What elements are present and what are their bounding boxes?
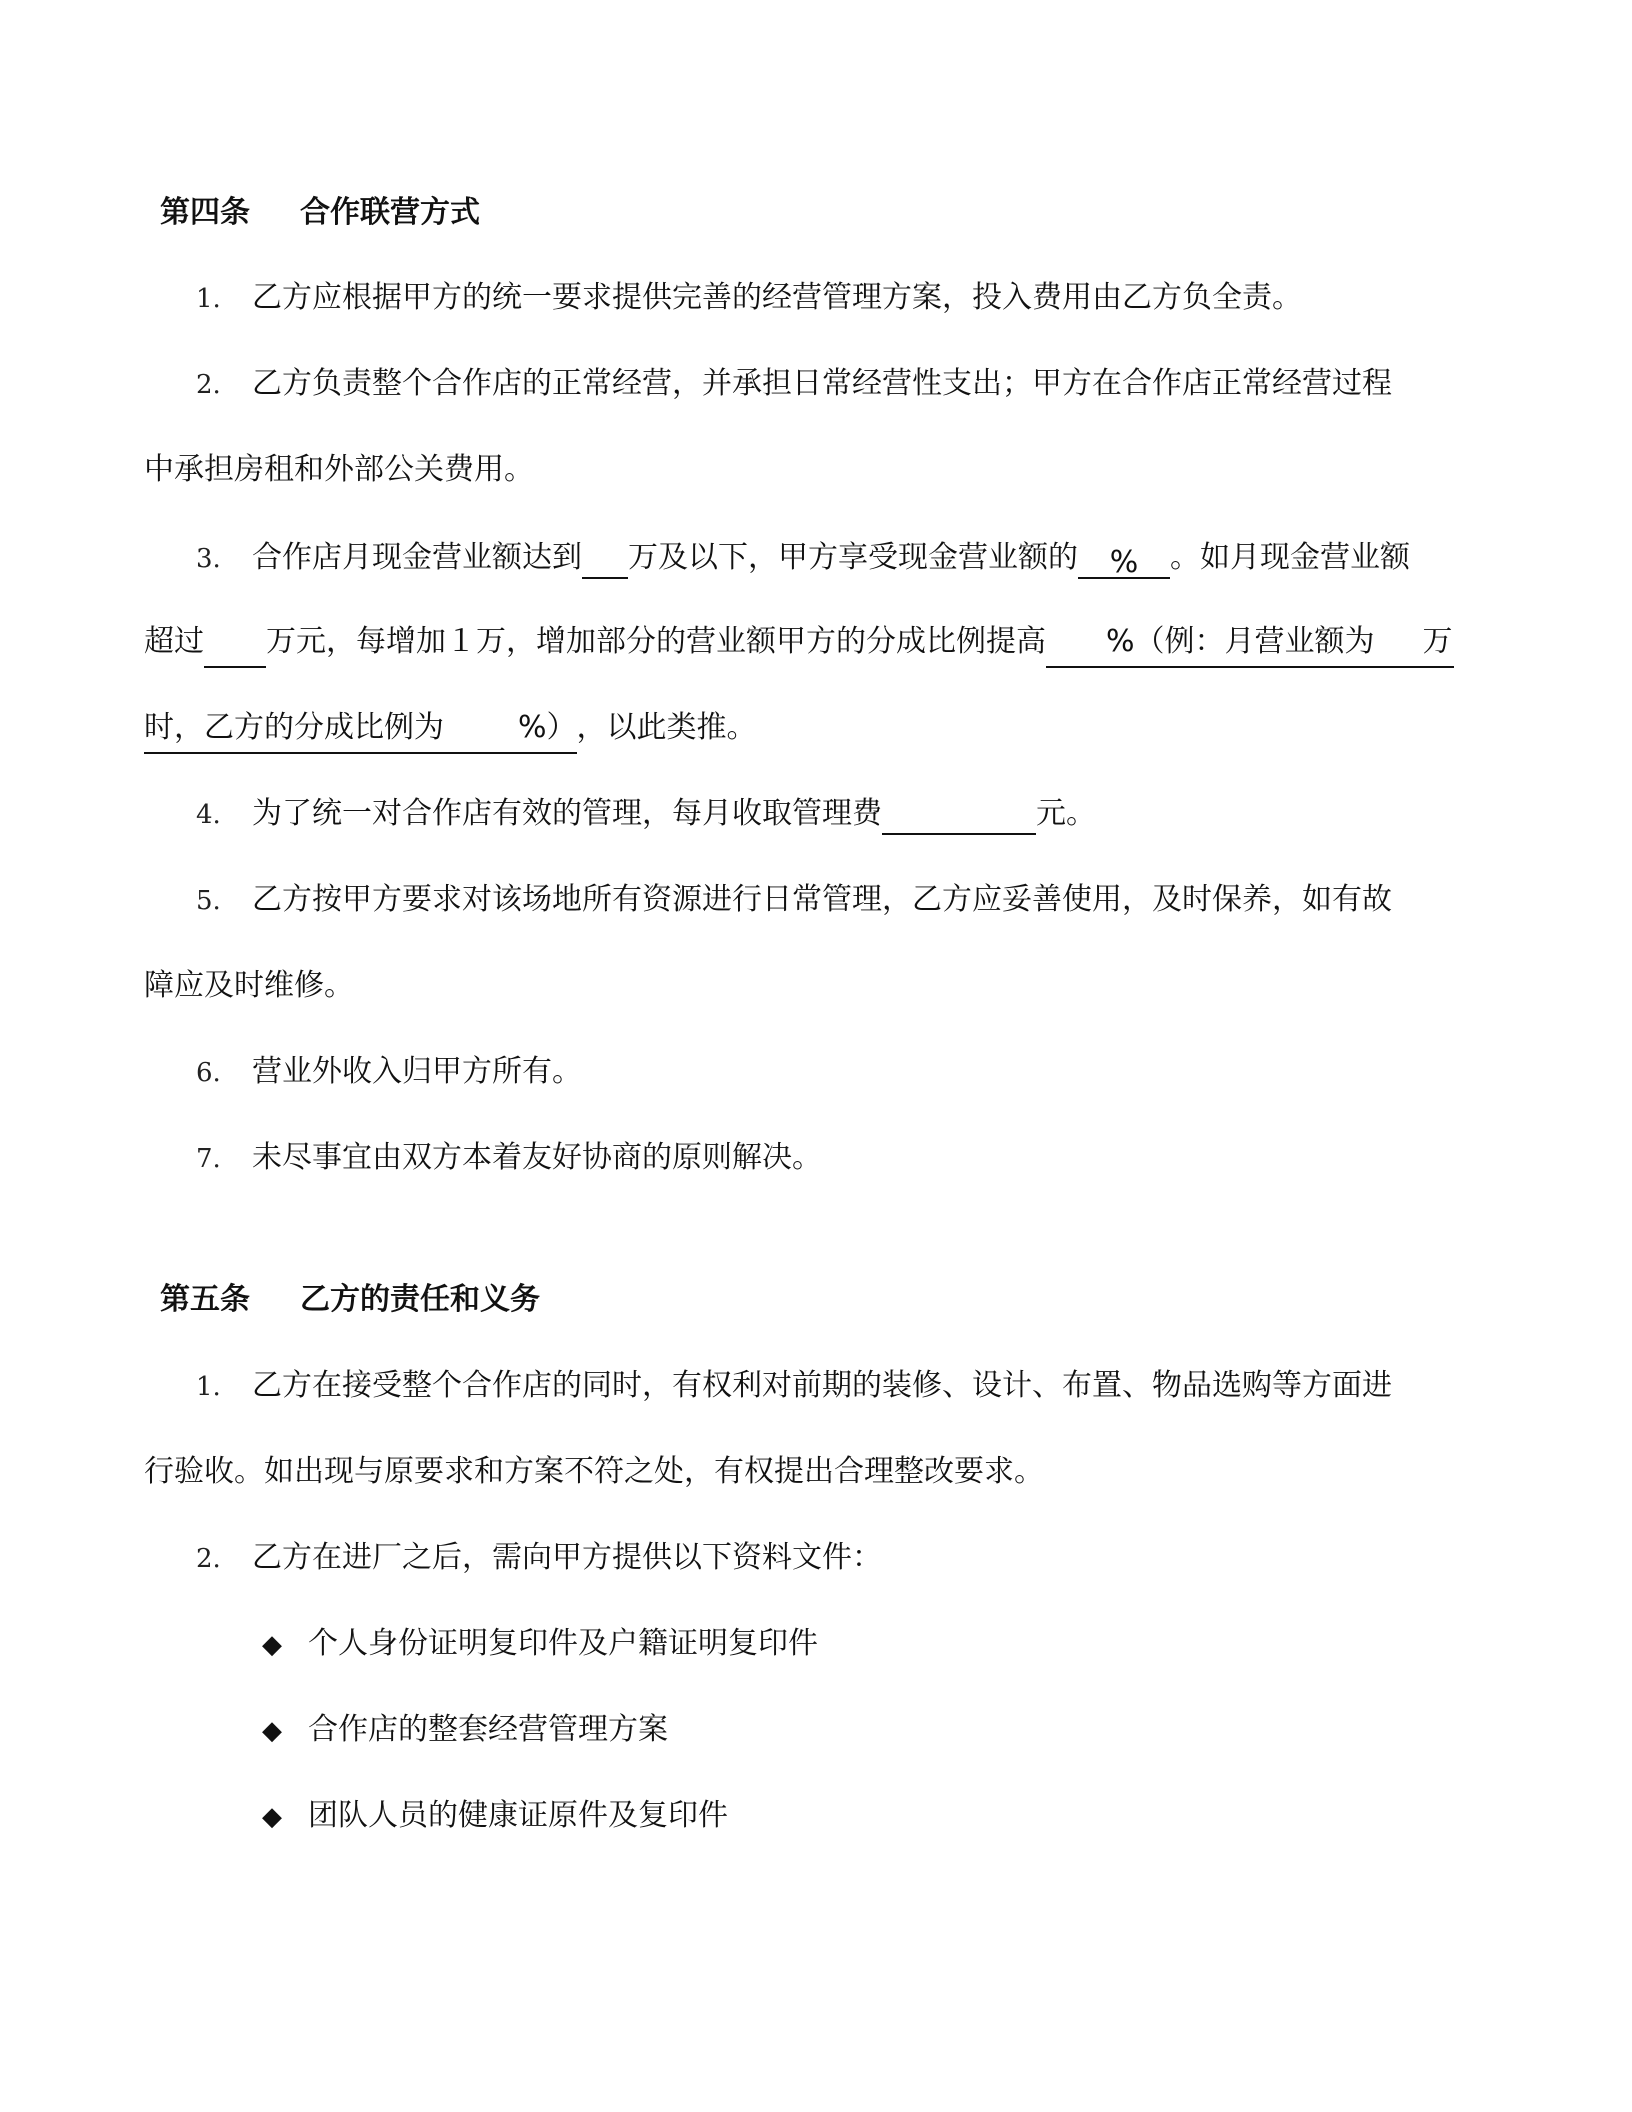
clause-number: 7.: [196, 1144, 221, 1174]
article-title: 乙方的责任和义务: [300, 1282, 540, 1317]
diamond-bullet-icon: ◆: [262, 1630, 282, 1660]
amount-blank[interactable]: [582, 543, 628, 579]
clause-4-3: [196, 538, 1410, 578]
clause-4-6: [196, 1052, 582, 1092]
clause-text: 乙方在接受整个合作店的同时，有权利对前期的装修、设计、布置、物品选购等方面进: [252, 1368, 1392, 1403]
section-5-heading: [160, 1280, 540, 1320]
percent-sign: %: [1109, 545, 1139, 580]
clause-text: 超过: [144, 624, 204, 659]
section-4-heading: [160, 193, 480, 233]
clause-text: 乙方按甲方要求对该场地所有资源进行日常管理，乙方应妥善使用，及时保养，如有故: [252, 882, 1392, 917]
clause-text: 营业外收入归甲方所有。: [252, 1054, 582, 1089]
clause-text: 为了统一对合作店有效的管理，每月收取管理费: [252, 796, 882, 831]
clause-5-1: [196, 1366, 1392, 1406]
clause-number: 5.: [196, 886, 221, 916]
clause-number: 1.: [196, 284, 221, 314]
amount-blank[interactable]: [204, 632, 266, 668]
bullet-text: 合作店的整套经营管理方案: [308, 1712, 668, 1747]
clause-number: 3.: [196, 544, 221, 574]
clause-number: 2.: [196, 370, 221, 400]
clause-4-2-continued: [144, 450, 534, 490]
clause-text: 万及以下，甲方享受现金营业额的: [628, 540, 1078, 575]
clause-text: 未尽事宜由双方本着友好协商的原则解决。: [252, 1140, 822, 1175]
clause-5-2: [196, 1538, 882, 1578]
bullet-item: [262, 1710, 668, 1750]
clause-number: 1.: [196, 1372, 221, 1402]
clause-text: 万元，每增加１万，增加部分的营业额甲方的分成比例提高: [266, 624, 1046, 659]
clause-text: 障应及时维修。: [144, 968, 354, 1003]
bullet-text: 个人身份证明复印件及户籍证明复印件: [308, 1626, 818, 1661]
clause-text: 乙方在进厂之后，需向甲方提供以下资料文件：: [252, 1540, 882, 1575]
clause-number: 4.: [196, 800, 221, 830]
clause-number: 2.: [196, 1544, 221, 1574]
clause-text: 。如月现金营业额: [1170, 540, 1410, 575]
clause-4-7: [196, 1138, 822, 1178]
diamond-bullet-icon: ◆: [262, 1802, 282, 1832]
clause-5-1-continued: [144, 1452, 1044, 1492]
clause-number: 6.: [196, 1058, 221, 1088]
clause-4-1: [196, 278, 1302, 318]
clause-4-5: [196, 880, 1392, 920]
underlined-example: 时，乙方的分成比例为 %）: [144, 708, 577, 754]
bullet-text: 团队人员的健康证原件及复印件: [308, 1798, 728, 1833]
clause-text: 元。: [1036, 796, 1096, 831]
clause-text: 合作店月现金营业额达到: [252, 540, 582, 575]
article-number: 第五条: [160, 1282, 250, 1317]
clause-text: 乙方应根据甲方的统一要求提供完善的经营管理方案，投入费用由乙方负全责。: [252, 280, 1302, 315]
percent-blank[interactable]: [1078, 543, 1170, 579]
management-fee-blank[interactable]: [882, 799, 1036, 835]
article-title: 合作联营方式: [300, 195, 480, 230]
bullet-item: [262, 1796, 728, 1836]
clause-4-3-continued-2: [144, 708, 757, 748]
clause-4-4: [196, 794, 1096, 834]
clause-text: ，以此类推。: [576, 710, 757, 745]
diamond-bullet-icon: ◆: [262, 1716, 282, 1746]
clause-text: 乙方负责整个合作店的正常经营，并承担日常经营性支出；甲方在合作店正常经营过程: [252, 366, 1392, 401]
article-number: 第四条: [160, 195, 250, 230]
clause-text: 中承担房租和外部公关费用。: [144, 452, 534, 487]
clause-4-2: [196, 364, 1392, 404]
clause-text: 行验收。如出现与原要求和方案不符之处，有权提出合理整改要求。: [144, 1454, 1044, 1489]
clause-4-5-continued: [144, 966, 354, 1006]
underlined-example: %（例：月营业额为 万: [1046, 622, 1454, 668]
bullet-item: [262, 1624, 818, 1664]
clause-4-3-continued: [144, 622, 1454, 662]
